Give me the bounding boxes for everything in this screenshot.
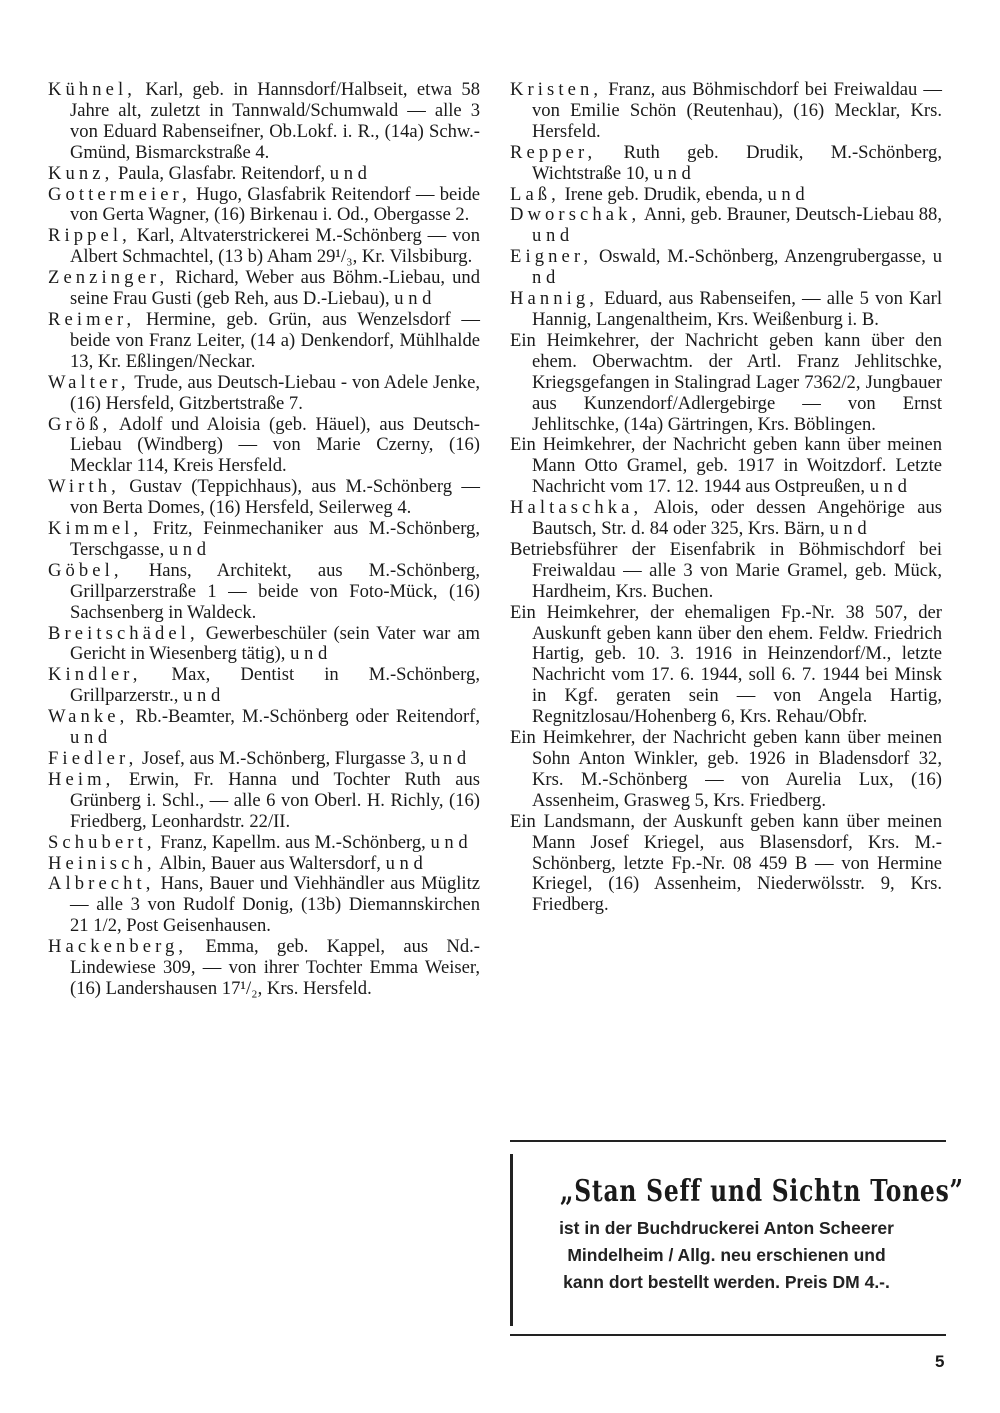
entry-surname: Dworschak, (510, 204, 641, 226)
search-notice-entry (510, 812, 942, 917)
search-notice-entry (510, 185, 942, 206)
search-notice-entry (48, 749, 480, 770)
entry-text: Franz, aus Böhmischdorf bei Freiwaldau — von Emilie Schön (Reutenhau), (16) Mecklar, Krs. Hersfeld. (532, 79, 942, 142)
entry-text: Rb.-Beamter, M.-Schönberg oder Reitendorf, u n d (70, 706, 480, 749)
search-notice-entry (48, 707, 480, 749)
search-notice-entry (48, 937, 480, 1000)
search-notice-entry (510, 247, 942, 289)
search-notice-entry (48, 624, 480, 666)
entry-text: Hugo, Glasfabrik Reitendorf — beide von Gerta Wagner, (16) Birkenau i. Od., Obergasse 2. (70, 183, 480, 226)
search-notice-entry (48, 164, 480, 185)
search-notice-entry (510, 603, 942, 728)
advertisement-content (510, 1154, 964, 1326)
search-notice-entry (48, 477, 480, 519)
entry-surname: Wirth, (48, 476, 120, 498)
entry-surname: Reimer, (48, 308, 136, 330)
entry-surname: Fiedler, (48, 748, 138, 769)
entry-text: Ein Heimkehrer, der Nachricht geben kann über den ehem. Oberwachtm. der Artl. Franz Jehlitschke, Kriegsgefangen in Stalingrad Lager 7362/2, Jungbauer aus Kunzendorf/Adlergebirge — von Ernst Jehlitschke, (14a) Gärtringen, Krs. Böblingen. (510, 329, 942, 435)
entry-text: Gustav (Teppichhaus), aus M.-Schönberg — von Berta Domes, (16) Hersfeld, Seilerweg 4. (70, 476, 480, 519)
search-notice-entry (48, 268, 480, 310)
advertisement-box (510, 1140, 964, 1336)
advertisement-title: „Stan Seff und Sichtn Tones” (559, 1174, 964, 1209)
entry-surname: Albrecht, (48, 873, 155, 895)
search-notice-entry (510, 143, 942, 185)
advertisement-line: kann dort bestellt werden. Preis DM 4.-. (563, 1272, 890, 1292)
search-notice-entry (48, 874, 480, 937)
entry-surname: Repper, (510, 141, 597, 163)
entry-text: Josef, aus M.-Schönberg, Flurgasse 3, u n d (137, 748, 467, 769)
search-notice-entry (48, 561, 480, 624)
entry-text: Max, Dentist in M.-Schönberg, Grillparzerstr., u n d (70, 664, 480, 707)
search-notice-entry (510, 435, 942, 498)
search-notice-entry (48, 854, 480, 875)
entry-surname: Göbel, (48, 559, 123, 581)
entry-text: Trude, aus Deutsch-Liebau - von Adele Jenke, (16) Hersfeld, Gitzbertstraße 7. (70, 371, 480, 414)
entry-text: Hermine, geb. Grün, aus Wenzelsdorf — beide von Franz Leiter, (14 a) Denkendorf, Mühlhalde 13, Kr. Eßlingen/Neckar. (70, 308, 480, 372)
entry-surname: Heim, (48, 768, 115, 790)
page-number: 5 (935, 1352, 945, 1371)
search-notice-entry (48, 185, 480, 227)
search-notice-entry (48, 770, 480, 833)
entry-text: Erwin, Fr. Hanna und Tochter Ruth aus Grünberg i. Schl., — alle 6 von Oberl. H. Richly, (16) Friedberg, Leonhardstr. 22/II. (70, 768, 480, 832)
entry-text: Eduard, aus Rabenseifen, — alle 5 von Karl Hannig, Langenaltheim, Krs. Weißenburg i. B. (532, 288, 942, 330)
entry-text: Albin, Bauer aus Waltersdorf, u n d (155, 852, 423, 874)
advertisement-text (513, 1215, 940, 1296)
search-notice-entry (510, 728, 942, 812)
entry-surname: Breitschädel, (48, 622, 199, 644)
entry-surname: Kimmel, (48, 518, 143, 540)
search-notice-entry (48, 80, 480, 164)
right-column (510, 80, 942, 916)
search-notice-entry (510, 80, 942, 143)
entry-text: Ein Heimkehrer, der Nachricht geben kann über meinen Sohn Anton Winkler, geb. 1926 in Bladensdorf 32, Krs. M.-Schönberg — von Aurelia Lux, (16) Assenheim, Grasweg 5, Krs. Friedberg. (510, 727, 942, 811)
search-notice-entry (48, 519, 480, 561)
entry-surname: Laß, (510, 183, 560, 205)
advertisement-line: Mindelheim / Allg. neu erschienen und (567, 1245, 886, 1265)
search-notice-entry (48, 226, 480, 268)
search-notice-entry (48, 833, 480, 854)
entry-text: Irene geb. Drudik, ebenda, u n d (559, 183, 805, 205)
entry-text: Karl, geb. in Hannsdorf/Halbseit, etwa 58 Jahre alt, zuletzt in Tannwald/Schumwald — alle 3 von Eduard Rabenseifner, Ob.Lokf. i. R., (14a) Schw.-Gmünd, Bismarckstraße 4. (70, 79, 480, 163)
search-notice-entry (510, 289, 942, 331)
search-notice-entry (48, 310, 480, 373)
entry-text: Emma, geb. Kappel, aus Nd.-Lindewiese 309, — von ihrer Tochter Emma Weiser, (16) Landershausen 17¹/₂, Krs. Hersfeld. (70, 936, 480, 999)
entry-text: Betriebsführer der Eisenfabrik in Böhmischdorf bei Freiwaldau — alle 3 von Marie Gramel, geb. Mück, Hardheim, Krs. Buchen. (510, 538, 942, 602)
entry-text: Anni, geb. Brauner, Deutsch-Liebau 88, u n d (532, 204, 942, 247)
entry-text: Gewerbeschüler (sein Vater war am Gericht in Wiesenberg tätig), u n d (70, 622, 480, 665)
entry-surname: Wanke, (48, 706, 129, 728)
entry-surname: Hannig, (510, 288, 599, 310)
entry-text: Oswald, M.-Schönberg, Anzengrubergasse, u n d (532, 246, 942, 289)
advertisement-line: ist in der Buchdruckerei Anton Scheerer (559, 1218, 894, 1238)
entry-surname: Heinisch, (48, 852, 156, 874)
entry-text: Hans, Bauer und Viehhändler aus Müglitz — alle 3 von Rudolf Donig, (13b) Diemannskirchen 21 1/2, Post Geisenhausen. (70, 873, 480, 937)
entry-text: Paula, Glasfabr. Reitendorf, u n d (113, 162, 367, 184)
search-notice-entry (48, 373, 480, 415)
entry-surname: Haltaschka, (510, 497, 643, 519)
entry-surname: Walter, (48, 371, 130, 393)
entry-surname: Kunz, (48, 162, 114, 184)
search-notice-entry (510, 540, 942, 603)
entry-surname: Rippel, (48, 225, 131, 247)
entry-text: Ein Heimkehrer, der ehemaligen Fp.-Nr. 38 507, der Auskunft geben kann über den ehem. Feldw. Friedrich Hartig, geb. 10. 3. 1916 in Heinzendorf/M., letzte Nachricht vom 17. 6. 1944, soll 6. 7. 1944 bei Minsk in Kgf. geraten sein — von Angela Hartig, Regnitzlosau/Hohenberg 6, Krs. Rehau/Obfr. (510, 601, 942, 728)
entry-surname: Kristen, (510, 79, 603, 100)
entry-text: Ein Heimkehrer, der Nachricht geben kann über meinen Mann Otto Gramel, geb. 1917 in Woitzdorf. Letzte Nachricht vom 17. 12. 1944 aus Ostpreußen, u n d (510, 434, 942, 498)
search-notice-entry (48, 415, 480, 478)
entry-text: Fritz, Feinmechaniker aus M.-Schönberg, Terschgasse, u n d (70, 518, 480, 560)
entry-surname: Eigner, (510, 246, 593, 268)
entry-text: Richard, Weber aus Böhm.-Liebau, und seine Frau Gusti (geb Reh, aus D.-Liebau), u n d (70, 267, 480, 310)
entry-text: Karl, Altvaterstrickerei M.-Schönberg — von Albert Schmachtel, (13 b) Aham 29¹/₃, Kr. Vilsbiburg. (70, 225, 480, 268)
entry-surname: Zenzinger, (48, 267, 169, 289)
entry-text: Franz, Kapellm. aus M.-Schönberg, u n d (155, 831, 468, 853)
search-notice-entry (510, 205, 942, 247)
entry-surname: Größ, (48, 413, 112, 435)
entry-surname: Kühnel, (48, 79, 137, 100)
entry-text: Alois, oder dessen Angehörige aus Bautsch, Str. d. 84 oder 325, Krs. Bärn, u n d (532, 497, 942, 540)
entry-surname: Schubert, (48, 831, 156, 853)
entry-text: Adolf und Aloisia (geb. Häuel), aus Deutsch-Liebau (Windberg) — von Marie Czerny, (16) Mecklar 114, Kreis Hersfeld. (70, 413, 480, 477)
left-column (48, 80, 480, 1000)
entry-text: Hans, Architekt, aus M.-Schönberg, Grillparzerstraße 1 — beide von Foto-Mück, (16) Sachsenberg in Waldeck. (70, 559, 480, 623)
entry-text: Ein Landsmann, der Auskunft geben kann über meinen Mann Josef Kriegel, aus Blasensdorf, Krs. M.-Schönberg, letzte Fp.-Nr. 08 459 B — von Hermine Kriegel, (16) Assenheim, Niederwölsstr. 9, Krs. Friedberg. (510, 810, 942, 916)
search-notice-entry (510, 331, 942, 436)
search-notice-entry (48, 665, 480, 707)
entry-surname: Gottermeier, (48, 183, 191, 205)
entry-surname: Hackenberg, (48, 936, 188, 958)
entry-text: Ruth geb. Drudik, M.-Schönberg, Wichtstraße 10, u n d (532, 141, 942, 184)
entry-surname: Kindler, (48, 664, 142, 686)
search-notice-entry (510, 498, 942, 540)
